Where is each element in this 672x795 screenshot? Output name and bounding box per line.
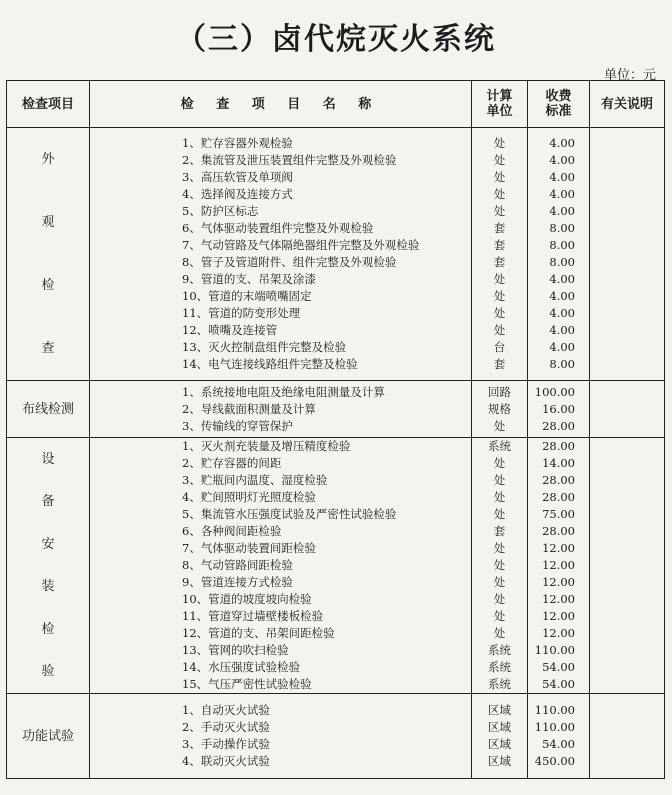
item-name: 1、自动灭火试验: [182, 703, 270, 717]
header-item-name: 检 查 项 目 名 称: [90, 81, 472, 128]
header-notes: 有关说明: [590, 81, 665, 128]
item-fee: 8.00: [549, 357, 575, 371]
item-fee: 450.00: [534, 754, 575, 768]
item-unit: 回路: [488, 384, 511, 399]
item-unit: 处: [493, 170, 506, 184]
item-unit: 处: [493, 626, 506, 640]
item-name: 9、管道连接方式检验: [182, 575, 293, 589]
item-name: 14、水压强度试验检验: [182, 660, 301, 674]
item-fee: 4.00: [549, 272, 575, 286]
notes-cell: [590, 128, 665, 381]
item-fee: 28.00: [542, 473, 575, 487]
item-fee: 8.00: [549, 221, 575, 235]
item-unit: 套: [493, 238, 506, 252]
item-name: 5、防护区标志: [182, 204, 259, 218]
section-row: [7, 128, 665, 381]
item-fee-column: [528, 694, 590, 779]
unit-note: 单位：元: [603, 68, 656, 83]
item-name: 11、管道的防变形处理: [182, 306, 301, 320]
item-unit: 处: [493, 418, 506, 433]
item-name: 13、管网的吹扫检验: [182, 643, 289, 657]
category-label: 验: [41, 664, 55, 680]
item-unit: 区域: [488, 720, 511, 734]
item-fee: 28.00: [542, 490, 575, 504]
category-label: 设: [41, 451, 55, 467]
item-name: 12、喷嘴及连接管: [182, 323, 278, 337]
header-unit: 计算 单位: [472, 81, 528, 128]
item-unit: 处: [493, 456, 506, 470]
item-name: 9、管道的支、吊架及涂漆: [182, 272, 316, 286]
item-name-column: [90, 128, 472, 381]
item-fee: 110.00: [534, 703, 575, 717]
item-unit: 处: [493, 558, 506, 572]
item-unit: 套: [493, 255, 506, 269]
item-unit: 系统: [488, 677, 511, 691]
header-fee: 收费 标准: [528, 81, 590, 128]
section-category: [7, 381, 90, 438]
category-label: 查: [41, 341, 55, 356]
item-name: 5、集流管水压强度试验及严密性试验检验: [182, 507, 397, 521]
item-name: 2、集流管及泄压装置组件完整及外观检验: [182, 153, 397, 167]
category-label: 观: [41, 215, 55, 230]
item-name: 6、气体驱动装置组件完整及外观检验: [182, 221, 374, 235]
item-unit: 处: [493, 490, 506, 504]
item-name: 4、贮间照明灯光照度检验: [182, 490, 316, 504]
item-unit-column: [472, 128, 528, 381]
item-unit: 套: [493, 524, 506, 538]
item-name: 4、联动灭火试验: [182, 754, 270, 768]
section-row: [7, 694, 665, 779]
fee-table: [6, 80, 665, 779]
item-unit-column: [472, 438, 528, 694]
item-unit: 处: [493, 306, 506, 320]
item-fee-column: [528, 438, 590, 694]
category-label: 布线检测: [21, 401, 74, 417]
item-unit: 套: [493, 357, 506, 371]
item-fee: 75.00: [542, 507, 575, 521]
item-fee: 4.00: [549, 204, 575, 218]
section-row: [7, 381, 665, 438]
item-unit: 系统: [488, 439, 511, 453]
item-name: 10、管道的坡度坡向检验: [182, 592, 312, 606]
item-unit: 处: [493, 187, 506, 201]
item-fee: 54.00: [542, 677, 575, 691]
item-name: 10、管道的末端喷嘴固定: [182, 289, 312, 303]
item-name: 2、手动灭火试验: [182, 720, 270, 734]
item-name: 6、各种阀间距检验: [182, 524, 282, 538]
item-name: 15、气压严密性试验检验: [182, 677, 312, 691]
item-name: 4、选择阀及连接方式: [182, 187, 293, 201]
item-fee: 12.00: [542, 541, 575, 555]
item-unit: 区域: [488, 754, 511, 768]
item-unit-column: [472, 694, 528, 779]
item-fee: 12.00: [542, 592, 575, 606]
item-fee: 16.00: [542, 401, 575, 416]
header-category: 检查项目: [7, 81, 90, 128]
item-fee: 54.00: [542, 737, 575, 751]
item-name: 8、气动管路间距检验: [182, 558, 293, 572]
category-label: 装: [41, 579, 55, 595]
category-label: 备: [41, 494, 55, 510]
item-unit: 台: [493, 340, 506, 354]
notes-cell: [590, 381, 665, 438]
item-fee: 54.00: [542, 660, 575, 674]
category-label: 检: [41, 278, 55, 293]
item-fee: 14.00: [542, 456, 575, 470]
item-fee: 4.00: [549, 136, 575, 150]
item-unit: 处: [493, 541, 506, 555]
item-name-column: [90, 381, 472, 438]
item-name: 12、管道的支、吊架间距检验: [182, 626, 335, 640]
item-name: 3、高压软管及单项阀: [182, 170, 293, 184]
item-unit: 处: [493, 473, 506, 487]
item-name-column: [90, 694, 472, 779]
item-name: 2、贮存容器的间距: [182, 456, 282, 470]
section-category: [7, 438, 90, 694]
item-unit: 处: [493, 136, 506, 150]
item-fee: 8.00: [549, 238, 575, 252]
section-category: [7, 128, 90, 381]
item-fee: 4.00: [549, 306, 575, 320]
item-name: 3、手动操作试验: [182, 737, 270, 751]
item-fee: 28.00: [542, 524, 575, 538]
notes-cell: [590, 694, 665, 779]
item-name-column: [90, 438, 472, 694]
item-fee: 4.00: [549, 187, 575, 201]
item-fee: 28.00: [542, 439, 575, 453]
item-fee: 4.00: [549, 323, 575, 337]
item-unit: 处: [493, 609, 506, 623]
item-unit: 区域: [488, 703, 511, 717]
item-name: 3、贮瓶间内温度、湿度检验: [182, 473, 328, 487]
item-unit: 系统: [488, 643, 511, 657]
item-unit: 系统: [488, 660, 511, 674]
item-fee: 28.00: [542, 418, 575, 433]
item-name: 2、导线截面积测量及计算: [182, 401, 316, 416]
item-fee: 110.00: [534, 720, 575, 734]
section-row: [7, 438, 665, 694]
item-name: 1、贮存容器外观检验: [182, 136, 293, 150]
item-unit: 处: [493, 272, 506, 286]
section-category: [7, 694, 90, 779]
page-title: （三）卤代烷灭火系统: [176, 22, 496, 57]
table-header-row: [7, 81, 665, 128]
item-fee: 110.00: [534, 643, 575, 657]
item-fee: 12.00: [542, 575, 575, 589]
item-unit: 处: [493, 289, 506, 303]
item-fee: 12.00: [542, 558, 575, 572]
item-name: 8、管子及管道附件、组件完整及外观检验: [182, 255, 397, 269]
item-fee: 100.00: [534, 384, 575, 399]
item-unit: 处: [493, 507, 506, 521]
item-name: 7、气体驱动装置间距检验: [182, 541, 316, 555]
item-name: 3、传输线的穿管保护: [182, 418, 293, 433]
item-fee-column: [528, 381, 590, 438]
item-name: 11、管道穿过墙壁楼板检验: [182, 609, 324, 623]
item-unit: 套: [493, 221, 506, 235]
item-unit: 区域: [488, 737, 511, 751]
item-name: 1、系统接地电阻及绝缘电阻测量及计算: [182, 384, 385, 399]
item-unit: 处: [493, 153, 506, 167]
item-fee-column: [528, 128, 590, 381]
item-unit: 处: [493, 592, 506, 606]
item-name: 7、气动管路及气体隔绝器组件完整及外观检验: [182, 238, 420, 252]
item-unit: 处: [493, 575, 506, 589]
category-label: 外: [41, 152, 55, 167]
category-label: 安: [41, 536, 55, 552]
item-fee: 4.00: [549, 153, 575, 167]
item-name: 14、电气连接线路组件完整及检验: [182, 357, 358, 371]
category-label: 检: [41, 621, 55, 637]
item-fee: 4.00: [549, 289, 575, 303]
item-unit: 规格: [488, 401, 511, 416]
item-unit: 处: [493, 323, 506, 337]
item-fee: 4.00: [549, 340, 575, 354]
item-name: 13、灭火控制盘组件完整及检验: [182, 340, 347, 354]
item-fee: 8.00: [549, 255, 575, 269]
item-unit-column: [472, 381, 528, 438]
item-fee: 12.00: [542, 626, 575, 640]
item-unit: 处: [493, 204, 506, 218]
notes-cell: [590, 438, 665, 694]
category-label: 功能试验: [21, 728, 74, 744]
item-fee: 12.00: [542, 609, 575, 623]
item-fee: 4.00: [549, 170, 575, 184]
item-name: 1、灭火剂充装量及增压精度检验: [182, 439, 351, 453]
